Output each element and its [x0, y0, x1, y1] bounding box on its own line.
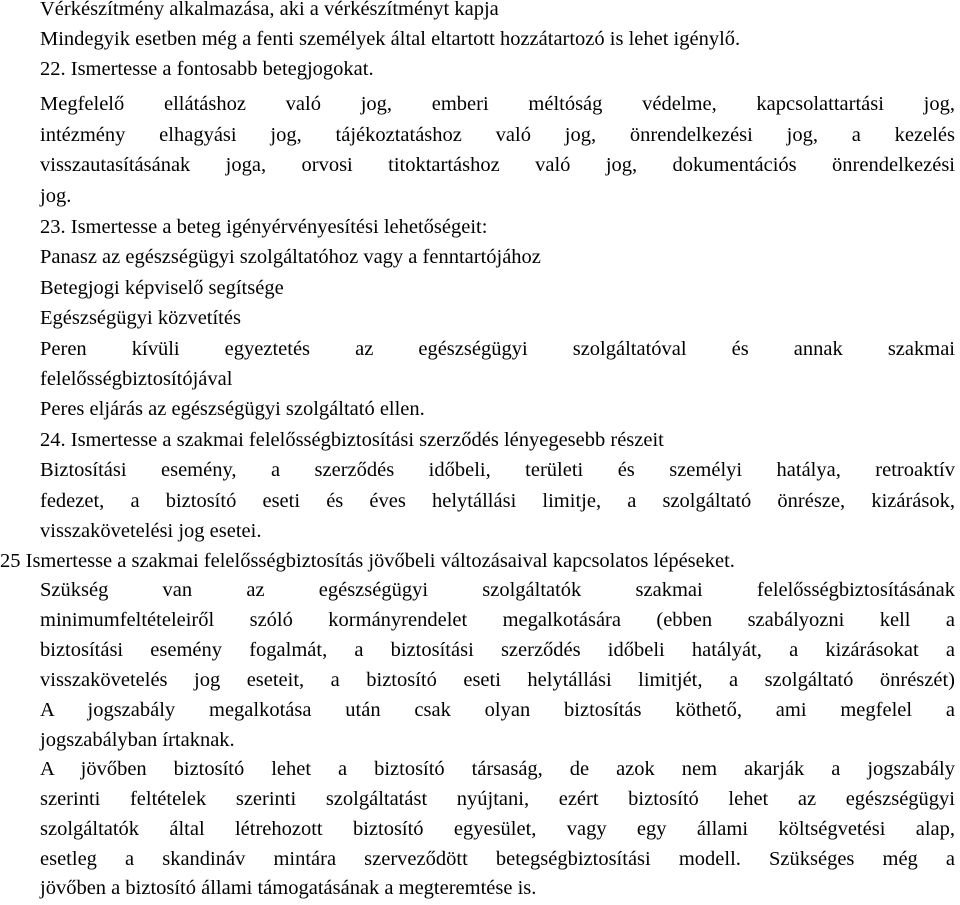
- text-line: intézmény elhagyási jog, tájékoztatáshoz való jog, önrendelkezési jog, a kezelés: [40, 124, 955, 146]
- text-line: Egészségügyi közvetítés: [40, 307, 241, 329]
- text-line: Mindegyik esetben még a fenti személyek által eltartott hozzátartozó is lehet igénylő.: [40, 28, 741, 50]
- text-line: Betegjogi képviselő segítsége: [40, 277, 284, 299]
- text-line: A jogszabály megalkotása után csak olyan biztosítás köthető, ami megfelel a: [40, 699, 955, 721]
- text-line: visszautasításának joga, orvosi titoktartáshoz való jog, dokumentációs önrendelkezési: [40, 154, 955, 176]
- text-line: jog.: [40, 185, 72, 207]
- question-heading-22: 22. Ismertesse a fontosabb betegjogokat.: [40, 58, 374, 80]
- text-line: fedezet, a biztosító eseti és éves helytállási limitje, a szolgáltató önrésze, kizárások,: [40, 490, 955, 512]
- text-line: biztosítási esemény fogalmát, a biztosítási szerződés időbeli hatályát, a kizárásokat a: [40, 639, 955, 661]
- text-line: Megfelelő ellátáshoz való jog, emberi méltóság védelme, kapcsolattartási jog,: [40, 93, 955, 115]
- question-heading-25: 25 Ismertesse a szakmai felelősségbiztosítás jövőbeli változásaival kapcsolatos lépéseket.: [0, 550, 735, 572]
- text-line: visszakövetelési jog esetei.: [40, 520, 262, 542]
- text-line: szolgáltatók által létrehozott biztosító egyesület, vagy egy állami költségvetési alap,: [40, 818, 955, 840]
- text-line: Vérkészítmény alkalmazása, aki a vérkészítményt kapja: [40, 0, 499, 20]
- text-line: jövőben a biztosító állami támogatásának a megteremtése is.: [40, 877, 537, 899]
- text-line: szerinti feltételek szerinti szolgáltatást nyújtani, ezért biztosító lehet az egészségügyi: [40, 788, 955, 810]
- text-line: Peres eljárás az egészségügyi szolgáltató ellen.: [40, 398, 425, 420]
- text-line: A jövőben biztosító lehet a biztosító társaság, de azok nem akarják a jogszabály: [40, 758, 955, 780]
- text-line: Szükség van az egészségügyi szolgáltatók szakmai felelősségbiztosításának: [40, 579, 955, 601]
- question-heading-23: 23. Ismertesse a beteg igényérvényesítési lehetőségeit:: [40, 216, 488, 238]
- text-line: Biztosítási esemény, a szerződés időbeli, területi és személyi hatálya, retroaktív: [40, 459, 955, 481]
- text-line: visszakövetelés jog eseteit, a biztosító eseti helytállási limitjét, a szolgáltató önrészét): [40, 669, 955, 691]
- text-line: Peren kívüli egyeztetés az egészségügyi szolgáltatóval és annak szakmai: [40, 338, 955, 360]
- text-line: esetleg a skandináv mintára szerveződött betegségbiztosítási modell. Szükséges még a: [40, 848, 955, 870]
- text-line: felelősségbiztosítójával: [40, 368, 233, 390]
- text-line: minimumfeltételeiről szóló kormányrendelet megalkotására (ebben szabályozni kell a: [40, 609, 955, 631]
- text-line: Panasz az egészségügyi szolgáltatóhoz vagy a fenntartójához: [40, 246, 541, 268]
- text-line: jogszabályban írtaknak.: [40, 729, 235, 751]
- question-heading-24: 24. Ismertesse a szakmai felelősségbiztosítási szerződés lényegesebb részeit: [40, 429, 664, 451]
